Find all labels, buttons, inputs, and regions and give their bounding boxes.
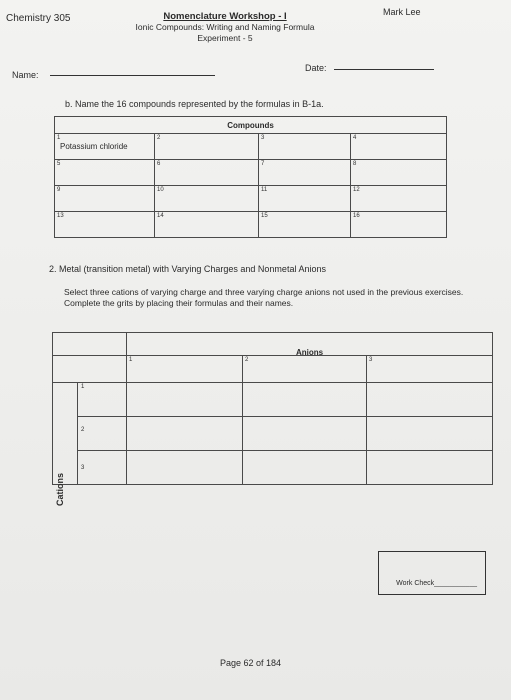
compound-cell[interactable] [55,160,155,186]
cell-number: 2 [157,135,161,141]
compound-cell[interactable] [155,186,259,212]
col-number: 1 [129,357,133,363]
cation-cell[interactable] [78,383,127,417]
compound-cell[interactable] [155,160,259,186]
compound-cell[interactable] [55,212,155,238]
row-number: 2 [81,427,85,433]
worksheet-title: Nomenclature Workshop - I [163,11,287,22]
compound-cell[interactable] [351,212,447,238]
grid-cell[interactable] [367,417,493,451]
experiment-label: Experiment - 5 [197,33,253,43]
anion-cell[interactable] [243,356,367,383]
compound-cell[interactable] [351,186,447,212]
author-name: Mark Lee [383,7,421,17]
page-number: Page 62 of 184 [220,658,282,668]
col-number: 2 [245,357,249,363]
grid-corner [53,356,127,383]
cation-cell[interactable] [78,451,127,485]
grid-cell[interactable] [127,451,243,485]
compound-cell[interactable] [259,186,351,212]
compound-cell[interactable] [259,212,351,238]
worksheet-subtitle: Ionic Compounds: Writing and Naming Formula [135,22,315,32]
grid-cell[interactable] [243,417,367,451]
date-label: Date: [305,63,327,73]
compounds-table [54,116,447,238]
cations-anions-grid [52,332,493,507]
grid-cell[interactable] [127,417,243,451]
section-2-heading: 2. Metal (transition metal) with Varying Charges and Nonmetal Anions [49,264,326,274]
compound-cell[interactable] [55,134,155,160]
grid-cell[interactable] [243,451,367,485]
col-number: 3 [369,357,373,363]
compound-cell[interactable] [259,134,351,160]
cell-number: 8 [353,161,357,167]
section-2-instructions: Select three cations of varying charge and three varying charge anions not used in the previous exercises. Complete the grits by placing their formulas and their names. [64,287,464,308]
course-label: Chemistry 305 [6,13,71,24]
row-number: 3 [81,465,85,471]
cations-header [53,383,78,507]
row-number: 1 [81,384,85,390]
section-b-instruction: b. Name the 16 compounds represented by the formulas in B-1a. [65,99,324,109]
work-check-box[interactable] [378,551,486,595]
cell-number: 10 [157,187,164,193]
cell-number: 7 [261,161,265,167]
cation-cell[interactable] [78,417,127,451]
cell-number: 4 [353,135,357,141]
grid-cell[interactable] [243,383,367,417]
cell-number: 16 [353,213,360,219]
cations-label: Cations [55,473,65,507]
work-check-label: Work Check___________ [396,580,477,587]
compound-cell[interactable] [351,134,447,160]
cell-number: 12 [353,187,360,193]
cell-number: 6 [157,161,161,167]
title-block [95,11,355,44]
cell-number: 14 [157,213,164,219]
cell-number: 1 [57,135,61,141]
cell-number: 13 [57,213,64,219]
compound-answer: Potassium chloride [60,142,128,151]
anions-label: Anions [295,348,324,357]
cell-number: 3 [261,135,265,141]
grid-cell[interactable] [127,383,243,417]
cell-number: 9 [57,187,61,193]
anion-cell[interactable] [367,356,493,383]
cell-number: 15 [261,213,268,219]
compound-cell[interactable] [155,134,259,160]
anions-header [127,333,493,356]
compound-cell[interactable] [351,160,447,186]
cell-number: 11 [261,187,268,193]
compounds-header: Compounds [55,117,447,134]
compound-cell[interactable] [55,186,155,212]
cell-number: 5 [57,161,61,167]
date-blank[interactable] [334,69,434,70]
name-blank[interactable] [50,75,215,76]
grid-cell[interactable] [367,383,493,417]
grid-cell[interactable] [367,451,493,485]
grid-corner [53,333,127,356]
compound-cell[interactable] [155,212,259,238]
name-label: Name: [12,70,39,80]
anion-cell[interactable] [127,356,243,383]
compound-cell[interactable] [259,160,351,186]
